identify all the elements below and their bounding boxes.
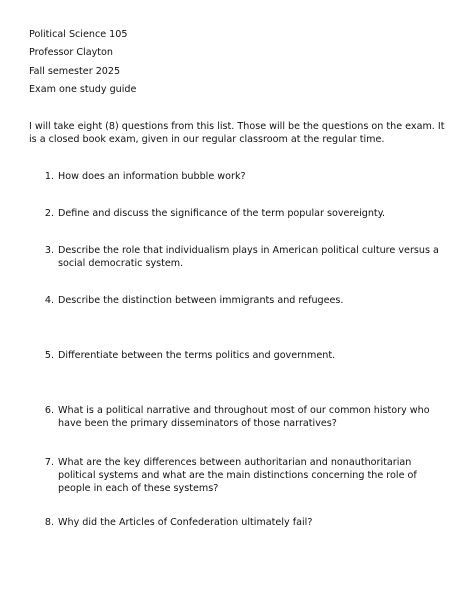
question-number: 3. [44, 245, 54, 256]
question-item [40, 294, 445, 307]
question-number: 8. [44, 517, 54, 528]
question-number: 6. [44, 405, 54, 416]
question-number: 2. [44, 208, 54, 219]
question-item [40, 244, 445, 270]
question-item [40, 456, 445, 495]
course-name: Political Science 105 [29, 29, 128, 40]
semester: Fall semester 2025 [29, 66, 121, 77]
question-text: What is a political narrative and throughout most of our common history who have been the primary disseminators of those narratives? [58, 405, 430, 429]
question-item [40, 516, 445, 529]
question-text: What are the key differences between authoritarian and nonauthoritarian political systems and what are the main distinctions concerning the role of people in each of these systems? [58, 457, 417, 494]
question-text: Describe the distinction between immigrants and refugees. [58, 295, 344, 306]
document-title: Exam one study guide [29, 84, 137, 95]
question-item [40, 207, 445, 220]
question-number: 1. [44, 171, 54, 182]
question-number: 4. [44, 295, 54, 306]
question-text: Define and discuss the significance of the term popular sovereignty. [58, 208, 386, 219]
question-text: Differentiate between the terms politics and government. [58, 350, 336, 361]
question-text: How does an information bubble work? [58, 171, 246, 182]
question-text: Describe the role that individualism plays in American political culture versus a social democratic system. [58, 245, 439, 269]
question-number: 5. [44, 350, 54, 361]
question-text: Why did the Articles of Confederation ultimately fail? [58, 517, 313, 528]
professor-name: Professor Clayton [29, 47, 113, 58]
question-number: 7. [44, 457, 54, 468]
question-item [40, 349, 445, 362]
intro-paragraph: I will take eight (8) questions from this list. Those will be the questions on the exam. It is a closed book exam, given in our regular classroom at the regular time. [29, 121, 445, 145]
question-item [40, 170, 445, 183]
question-item [40, 404, 445, 430]
